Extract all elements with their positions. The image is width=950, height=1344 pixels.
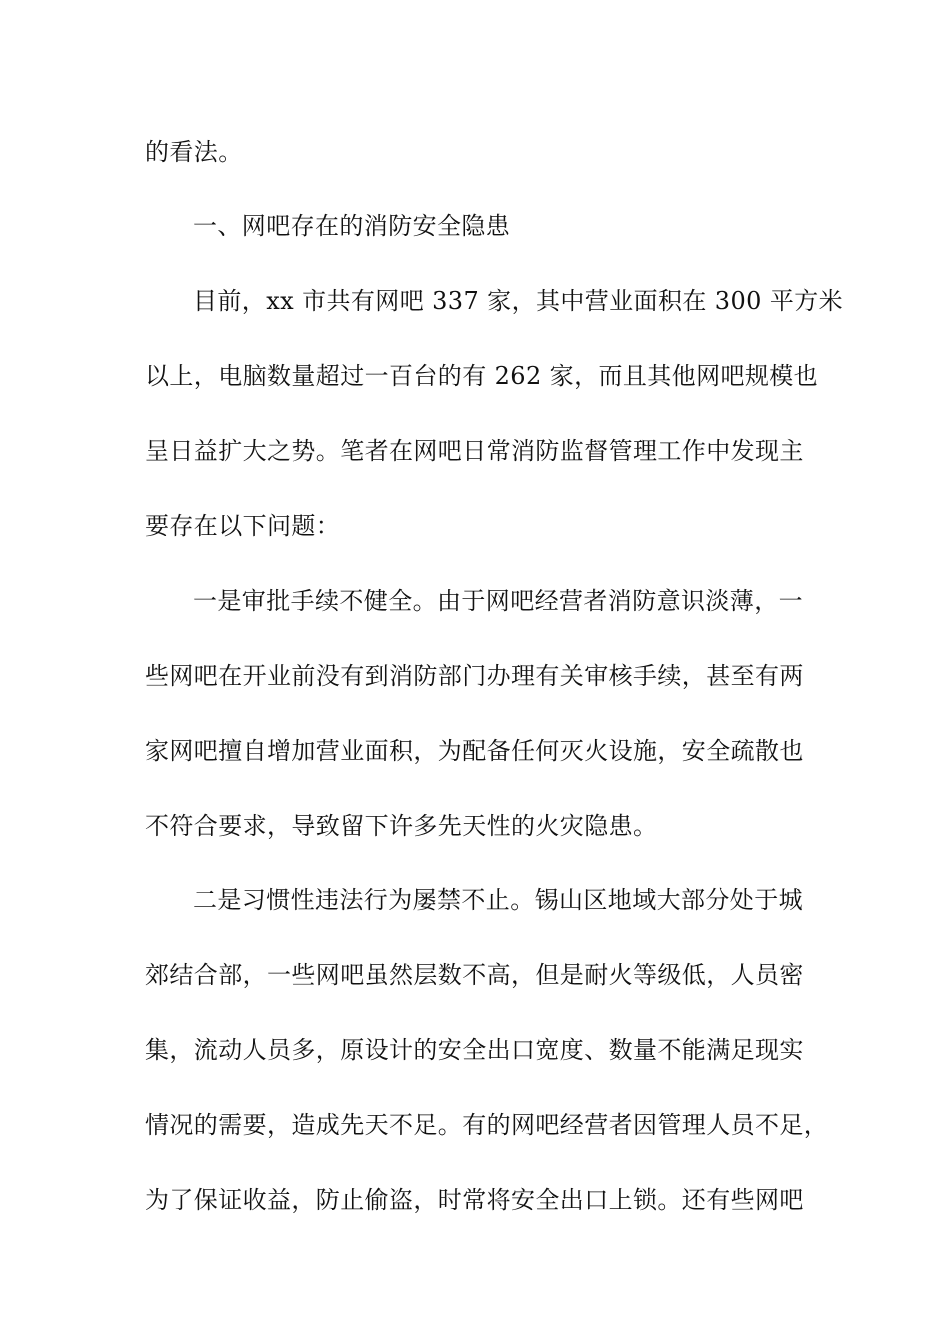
paragraph-line: 郊结合部，一些网吧虽然层数不高，但是耐火等级低，人员密 [145,961,804,989]
paragraph-line: 一是审批手续不健全。由于网吧经营者消防意识淡薄，一 [193,587,803,615]
paragraph-line: 家网吧擅自增加营业面积，为配备任何灭火设施，安全疏散也 [145,737,804,765]
paragraph-line: 为了保证收益，防止偷盗，时常将安全出口上锁。还有些网吧 [145,1186,804,1214]
paragraph-line: 二是习惯性违法行为屡禁不止。锡山区地域大部分处于城 [193,886,803,914]
paragraph-line: 呈日益扩大之势。笔者在网吧日常消防监督管理工作中发现主 [145,437,804,465]
paragraph-line: 不符合要求，导致留下许多先天性的火灾隐患。 [145,812,658,840]
paragraph-line: 集，流动人员多，原设计的安全出口宽度、数量不能满足现实 [145,1036,804,1064]
paragraph-line: 目前，xx 市共有网吧 337 家，其中营业面积在 300 平方米 [193,287,844,315]
paragraph-line: 以上，电脑数量超过一百台的有 262 家，而且其他网吧规模也 [145,362,819,390]
paragraph-line: 些网吧在开业前没有到消防部门办理有关审核手续，甚至有两 [145,662,804,690]
paragraph-line: 的看法。 [145,138,243,166]
section-heading: 一、网吧存在的消防安全隐患 [193,212,511,240]
paragraph-line: 情况的需要，造成先天不足。有的网吧经营者因管理人员不足， [145,1111,829,1139]
paragraph-line: 要存在以下问题： [145,512,341,540]
